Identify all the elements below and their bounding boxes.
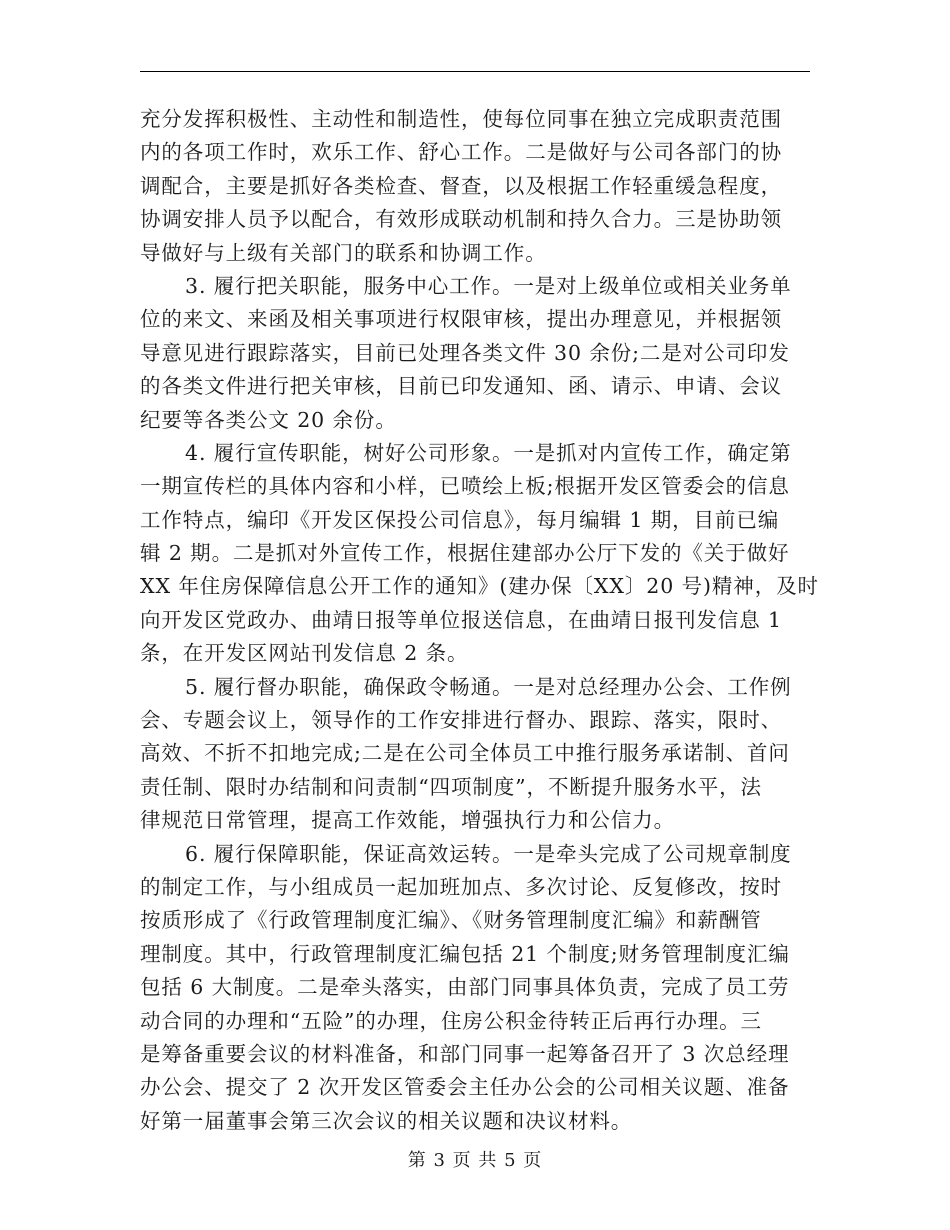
- paragraph-first-line: 5. 履行督办职能，确保政令畅通。一是对总经理办公会、工作例: [185, 674, 792, 699]
- paragraph-line: 责任制、限时办结制和问责制“四项制度”，不断提升服务水平，法: [140, 774, 762, 799]
- paragraph-line: 位的来文、来函及相关事项进行权限审核，提出办理意见，并根据领: [140, 307, 782, 332]
- paragraph-line: 内的各项工作时，欢乐工作、舒心工作。二是做好与公司各部门的协: [140, 140, 782, 165]
- paragraph-line: 的各类文件进行把关审核，目前已印发通知、函、请示、申请、会议: [140, 374, 782, 399]
- paragraph-line: 导做好与上级有关部门的联系和协调工作。: [140, 240, 547, 265]
- paragraph-line: 好第一届董事会第三次会议的相关议题和决议材料。: [140, 1108, 633, 1133]
- page-footer: 第 3 页 共 5 页: [407, 1150, 543, 1171]
- paragraph-line: 调配合，主要是抓好各类检查、督查，以及根据工作轻重缓急程度，: [140, 173, 782, 198]
- paragraph-line: 律规范日常管理，提高工作效能，增强执行力和公信力。: [140, 808, 675, 833]
- paragraph-line: 导意见进行跟踪落实，目前已处理各类文件 30 余份;二是对公司印发: [140, 340, 790, 365]
- paragraph-line: 协调安排人员予以配合，有效形成联动机制和持久合力。三是协助领: [140, 207, 782, 232]
- paragraph-line: 包括 6 大制度。二是牵头落实，由部门同事具体负责，完成了员工劳: [140, 975, 790, 1000]
- paragraph-line: 动合同的办理和“五险”的办理，住房公积金待转正后再行办理。三: [140, 1008, 762, 1033]
- paragraph-line: 是筹备重要会议的材料准备，和部门同事一起筹备召开了 3 次总经理: [140, 1041, 790, 1066]
- paragraph-line: 会、专题会议上，领导作的工作安排进行督办、跟踪、落实，限时、: [140, 708, 782, 733]
- paragraph-line: 辑 2 期。二是抓对外宣传工作，根据住建部办公厅下发的《关于做好: [140, 541, 790, 566]
- paragraph-line: 充分发挥积极性、主动性和制造性，使每位同事在独立完成职责范围: [140, 107, 782, 131]
- paragraph-first-line: 4. 履行宣传职能，树好公司形象。一是抓对内宣传工作，确定第: [185, 440, 792, 465]
- header-rule: [140, 71, 810, 72]
- paragraph-first-line: 3. 履行把关职能，服务中心工作。一是对上级单位或相关业务单: [185, 273, 792, 298]
- paragraph-first-line: 6. 履行保障职能，保证高效运转。一是牵头完成了公司规章制度: [185, 841, 792, 866]
- paragraph-line: 工作特点，编印《开发区保投公司信息》，每月编辑 1 期，目前已编: [140, 507, 780, 532]
- paragraph-line: 一期宣传栏的具体内容和小样，已喷绘上板;根据开发区管委会的信息: [140, 474, 790, 499]
- document-body: [140, 103, 819, 1138]
- paragraph-line: 办公会、提交了 2 次开发区管委会主任办公会的公司相关议题、准备: [140, 1075, 790, 1100]
- paragraph-line: XX 年住房保障信息公开工作的通知》(建办保〔XX〕20 号)精神，及时: [140, 574, 819, 599]
- paragraph-line: 条，在开发区网站刊发信息 2 条。: [140, 641, 469, 666]
- paragraph-line: 纪要等各类公文 20 余份。: [140, 407, 397, 432]
- paragraph-line: 的制定工作，与小组成员一起加班加点、多次讨论、反复修改，按时: [140, 874, 782, 899]
- paragraph-line: 按质形成了《行政管理制度汇编》、《财务管理制度汇编》和薪酬管: [140, 908, 762, 933]
- paragraph-line: 理制度。其中，行政管理制度汇编包括 21 个制度;财务管理制度汇编: [140, 941, 790, 966]
- paragraph-line: 向开发区党政办、曲靖日报等单位报送信息，在曲靖日报刊发信息 1: [140, 607, 782, 632]
- paragraph-line: 高效、不折不扣地完成;二是在公司全体员工中推行服务承诺制、首问: [140, 741, 790, 766]
